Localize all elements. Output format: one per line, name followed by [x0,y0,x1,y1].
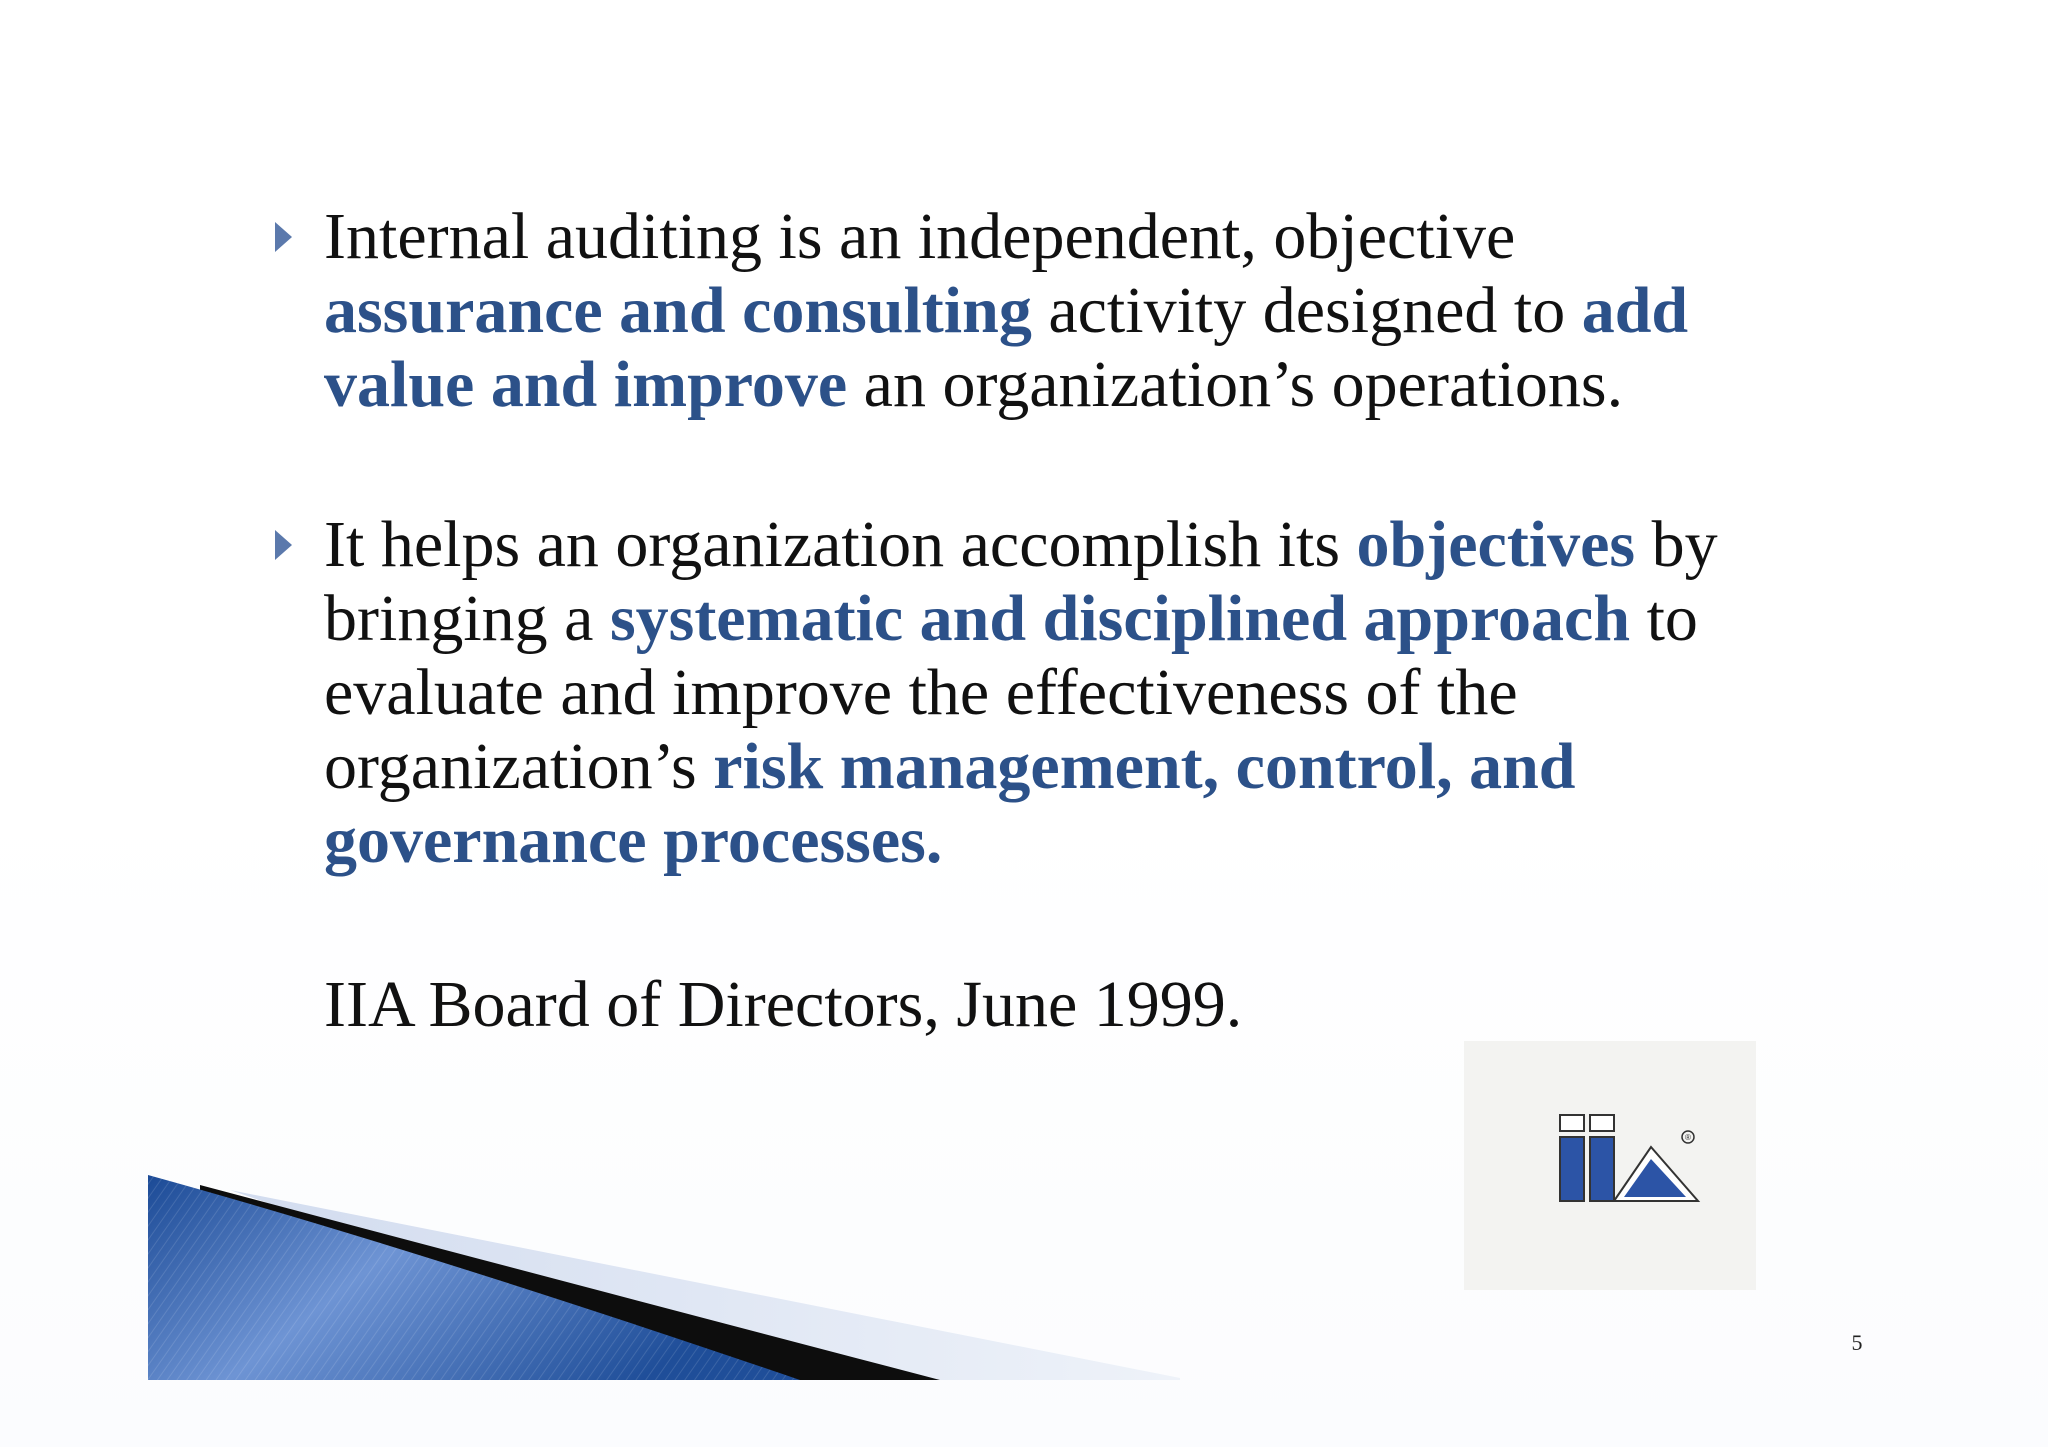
text-run: an organization’s operations. [847,348,1624,421]
citation: IIA Board of Directors, June 1999. [324,968,1243,1041]
text-run: It helps an organization accomplish its [324,508,1357,581]
iia-logo-icon [1464,1041,1756,1290]
highlighted-phrase: systematic and disciplined approach [609,582,1631,655]
text-run: by [1635,508,1718,581]
highlighted-phrase: value and improve [324,348,848,421]
text-run: bringing a [324,582,610,655]
text-run: evaluate and improve the effectiveness of the [324,656,1518,729]
highlighted-phrase: governance processes. [324,804,943,877]
highlighted-phrase: add [1581,274,1689,347]
text-run: organization’s [324,730,714,803]
svg-text:®: ® [1685,1133,1691,1142]
highlighted-phrase: objectives [1356,508,1636,581]
text-run: Internal auditing is an independent, objective [324,200,1516,273]
page-number: 5 [1851,1330,1863,1355]
highlighted-phrase: risk management, control, and [713,730,1576,803]
highlighted-phrase: assurance and consulting [324,274,1032,347]
text-run: to [1630,582,1698,655]
iia-logo [1464,1041,1756,1290]
text-run: activity designed to [1031,274,1582,347]
